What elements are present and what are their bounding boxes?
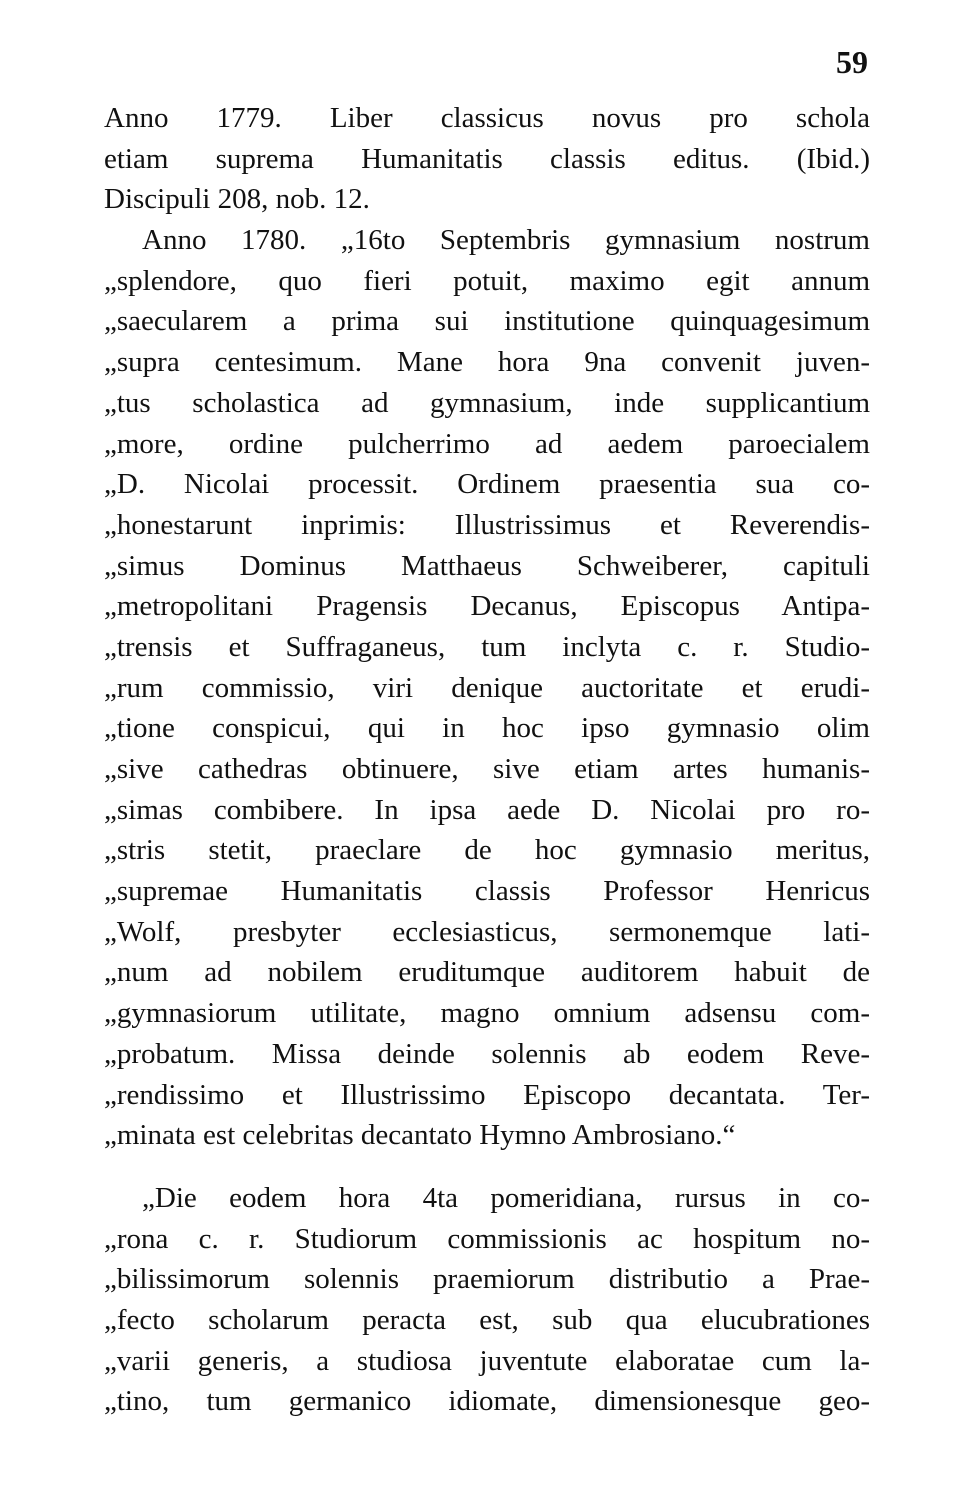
text-line: „gymnasiorum utilitate, magno omnium adsensu com- <box>104 997 870 1030</box>
text-line: „num ad nobilem eruditumque auditorem habuit de <box>104 956 870 989</box>
body-text <box>104 98 870 1422</box>
paragraph-gap <box>104 1156 870 1178</box>
text-line: „stris stetit, praeclare de hoc gymnasio meritus, <box>104 834 870 867</box>
text-line: etiam suprema Humanitatis classis editus. (Ibid.) <box>104 142 870 175</box>
text-line: „probatum. Missa deinde solennis ab eodem Reve- <box>104 1037 870 1070</box>
text-line: „metropolitani Pragensis Decanus, Episcopus Antipa- <box>104 590 870 623</box>
text-line: „Wolf, presbyter ecclesiasticus, sermonemque lati- <box>104 915 870 948</box>
text-line: Anno 1779. Liber classicus novus pro schola <box>104 102 870 134</box>
text-line: „splendore, quo fieri potuit, maximo egit annum <box>104 264 870 297</box>
text-line: „tus scholastica ad gymnasium, inde supplicantium <box>104 386 870 419</box>
text-line: „saecularem a prima sui institutione quinquagesimum <box>104 305 870 338</box>
text-line: „supra centesimum. Mane hora 9na convenit juven- <box>104 346 870 379</box>
text-line: „fecto scholarum peracta est, sub qua elucubrationes <box>104 1303 870 1336</box>
text-line: „D. Nicolai processit. Ordinem praesentia sua co- <box>104 468 870 501</box>
text-line: „honestarunt inprimis: Illustrissimus et Reverendis- <box>104 508 870 541</box>
page-number: 59 <box>836 44 868 80</box>
text-line: Discipuli 208, nob. 12. <box>104 183 370 216</box>
text-line: „more, ordine pulcherrimo ad aedem paroecialem <box>104 427 870 460</box>
text-line: „bilissimorum solennis praemiorum distributio a Prae- <box>104 1263 870 1296</box>
text-line: „minata est celebritas decantato Hymno Ambrosiano.“ <box>104 1119 736 1152</box>
text-line: „sive cathedras obtinuere, sive etiam artes humanis- <box>104 753 870 785</box>
text-line: „rona c. r. Studiorum commissionis ac hospitum no- <box>104 1222 870 1255</box>
text-line: „varii generis, a studiosa juventute elaboratae cum la- <box>104 1344 870 1377</box>
text-line: „simas combibere. In ipsa aede D. Nicolai pro ro- <box>104 793 870 826</box>
text-line: „Die eodem hora 4ta pomeridiana, rursus in co- <box>142 1181 870 1214</box>
text-line: Anno 1780. „16to Septembris gymnasium nostrum <box>142 224 870 257</box>
text-line: „trensis et Suffraganeus, tum inclyta c. r. Studio- <box>104 630 870 663</box>
text-line: „tione conspicui, qui in hoc ipso gymnasio olim <box>104 712 870 745</box>
text-line: „supremae Humanitatis classis Professor Henricus <box>104 875 870 908</box>
text-line: „tino, tum germanico idiomate, dimensionesque geo- <box>104 1385 870 1418</box>
text-line: „simus Dominus Matthaeus Schweiberer, capituli <box>104 549 870 582</box>
text-line: „rendissimo et Illustrissimo Episcopo decantata. Ter- <box>104 1078 870 1111</box>
text-line: „rum commissio, viri denique auctoritate et erudi- <box>104 671 870 704</box>
